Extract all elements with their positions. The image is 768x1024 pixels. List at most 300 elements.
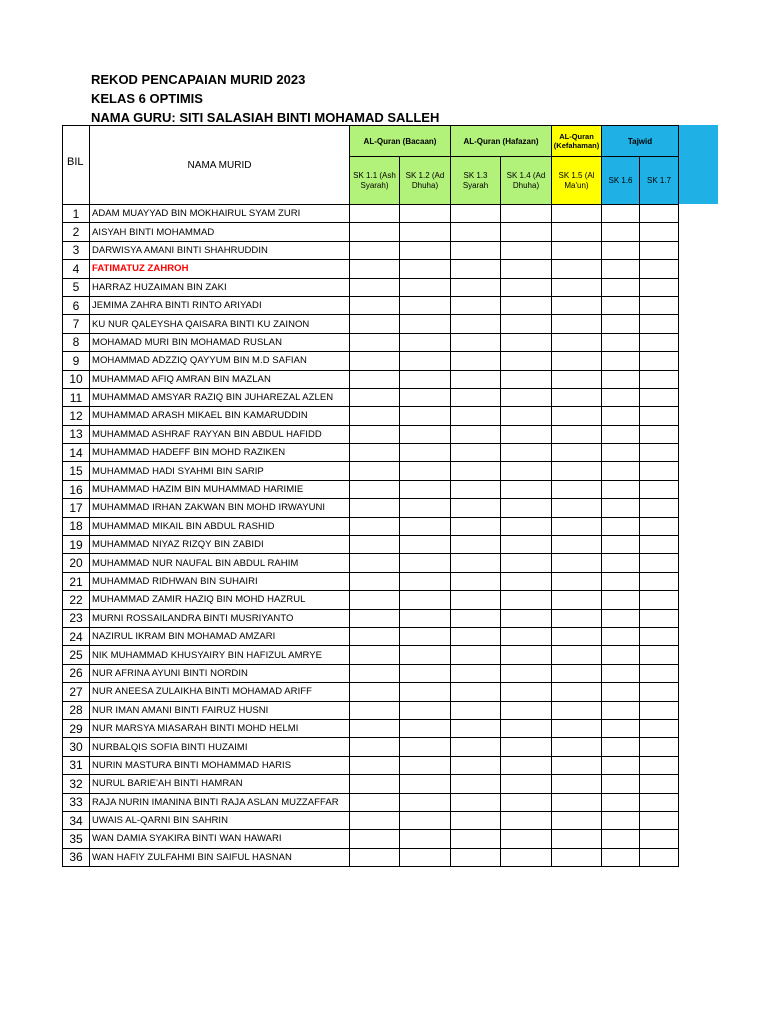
score-cell[interactable] [602,278,640,296]
score-cell[interactable] [451,205,501,223]
student-name: NUR AFRINA AYUNI BINTI NORDIN [90,664,350,682]
score-cell[interactable] [350,811,400,829]
score-cell[interactable] [640,499,679,517]
table-row [63,205,679,223]
score-cell[interactable] [501,627,552,645]
score-cell[interactable] [400,554,451,572]
score-cell[interactable] [602,296,640,314]
score-cell[interactable] [640,223,679,241]
score-cell[interactable] [640,480,679,498]
score-cell[interactable] [400,646,451,664]
score-cell[interactable] [400,444,451,462]
score-cell[interactable] [451,333,501,351]
student-name: MUHAMMAD HADI SYAHMI BIN SARIP [90,462,350,480]
score-cell[interactable] [350,296,400,314]
score-cell[interactable] [400,296,451,314]
score-cell[interactable] [640,848,679,866]
score-cell[interactable] [602,646,640,664]
score-cell[interactable] [640,425,679,443]
score-cell[interactable] [400,664,451,682]
score-cell[interactable] [350,223,400,241]
score-cell[interactable] [501,444,552,462]
score-cell[interactable] [501,664,552,682]
score-cell[interactable] [350,388,400,406]
score-cell[interactable] [640,388,679,406]
class-name: KELAS 6 OPTIMIS [91,91,203,106]
score-cell[interactable] [501,278,552,296]
score-cell[interactable] [350,480,400,498]
score-cell[interactable] [602,756,640,774]
score-cell[interactable] [451,811,501,829]
score-cell[interactable] [400,775,451,793]
score-cell[interactable] [451,462,501,480]
score-cell[interactable] [552,370,602,388]
table-row [63,627,679,645]
row-number: 33 [63,793,90,811]
student-name: KU NUR QALEYSHA QAISARA BINTI KU ZAINON [90,315,350,333]
score-cell[interactable] [640,775,679,793]
score-cell[interactable] [400,609,451,627]
score-cell[interactable] [451,664,501,682]
score-cell[interactable] [501,352,552,370]
score-cell[interactable] [400,388,451,406]
score-cell[interactable] [400,480,451,498]
score-cell[interactable] [552,517,602,535]
score-cell[interactable] [501,223,552,241]
score-cell[interactable] [640,278,679,296]
row-number: 2 [63,223,90,241]
score-cell[interactable] [400,425,451,443]
score-cell[interactable] [451,241,501,259]
score-cell[interactable] [640,572,679,590]
score-cell[interactable] [602,388,640,406]
score-cell[interactable] [350,333,400,351]
score-cell[interactable] [640,462,679,480]
score-cell[interactable] [451,848,501,866]
score-cell[interactable] [501,701,552,719]
table-row [63,260,679,278]
score-cell[interactable] [451,425,501,443]
student-name: MUHAMMAD MIKAIL BIN ABDUL RASHID [90,517,350,535]
score-cell[interactable] [400,241,451,259]
sk-1-4-header: SK 1.4 (Ad Dhuha) [501,157,552,205]
score-cell[interactable] [640,793,679,811]
score-cell[interactable] [400,223,451,241]
score-cell[interactable] [400,627,451,645]
student-name: NAZIRUL IKRAM BIN MOHAMAD AMZARI [90,627,350,645]
score-cell[interactable] [400,719,451,737]
score-cell[interactable] [552,664,602,682]
student-name: JEMIMA ZAHRA BINTI RINTO ARIYADI [90,296,350,314]
score-cell[interactable] [602,701,640,719]
score-cell[interactable] [552,572,602,590]
score-cell[interactable] [552,352,602,370]
score-cell[interactable] [602,425,640,443]
score-cell[interactable] [501,811,552,829]
score-cell[interactable] [350,315,400,333]
score-cell[interactable] [640,315,679,333]
score-cell[interactable] [350,627,400,645]
student-name: WAN HAFIY ZULFAHMI BIN SAIFUL HASNAN [90,848,350,866]
score-cell[interactable] [451,646,501,664]
score-cell[interactable] [400,407,451,425]
score-cell[interactable] [451,444,501,462]
score-cell[interactable] [501,480,552,498]
row-number: 20 [63,554,90,572]
score-cell[interactable] [451,756,501,774]
score-cell[interactable] [350,719,400,737]
score-cell[interactable] [400,462,451,480]
score-cell[interactable] [451,260,501,278]
score-cell[interactable] [602,811,640,829]
score-cell[interactable] [451,499,501,517]
score-cell[interactable] [501,296,552,314]
score-cell[interactable] [552,756,602,774]
score-cell[interactable] [501,407,552,425]
score-cell[interactable] [451,480,501,498]
score-cell[interactable] [400,793,451,811]
score-cell[interactable] [400,260,451,278]
score-cell[interactable] [602,683,640,701]
score-cell[interactable] [400,738,451,756]
score-cell[interactable] [552,793,602,811]
score-cell[interactable] [640,738,679,756]
score-cell[interactable] [451,793,501,811]
score-cell[interactable] [552,683,602,701]
table-row [63,241,679,259]
score-cell[interactable] [640,830,679,848]
score-cell[interactable] [451,370,501,388]
table-row [63,811,679,829]
score-cell[interactable] [640,370,679,388]
score-cell[interactable] [451,683,501,701]
score-cell[interactable] [400,370,451,388]
score-cell[interactable] [501,536,552,554]
score-cell[interactable] [451,388,501,406]
score-cell[interactable] [501,738,552,756]
student-name: NUR ANEESA ZULAIKHA BINTI MOHAMAD ARIFF [90,683,350,701]
group-bacaan-header: AL-Quran (Bacaan) [350,126,451,157]
score-cell[interactable] [501,517,552,535]
score-cell[interactable] [552,646,602,664]
score-cell[interactable] [451,517,501,535]
score-cell[interactable] [501,572,552,590]
score-cell[interactable] [640,205,679,223]
score-cell[interactable] [400,811,451,829]
student-name: ADAM MUAYYAD BIN MOKHAIRUL SYAM ZURI [90,205,350,223]
nama-murid-header: NAMA MURID [90,126,350,205]
student-name: MUHAMMAD HAZIM BIN MUHAMMAD HARIMIE [90,480,350,498]
row-number: 5 [63,278,90,296]
score-cell[interactable] [602,205,640,223]
score-cell[interactable] [501,591,552,609]
score-cell[interactable] [400,517,451,535]
row-number: 30 [63,738,90,756]
row-number: 3 [63,241,90,259]
score-cell[interactable] [602,609,640,627]
row-number: 15 [63,462,90,480]
score-cell[interactable] [400,848,451,866]
student-name: AISYAH BINTI MOHAMMAD [90,223,350,241]
score-cell[interactable] [640,352,679,370]
score-cell[interactable] [602,370,640,388]
score-cell[interactable] [640,296,679,314]
score-cell[interactable] [640,683,679,701]
score-cell[interactable] [552,811,602,829]
score-cell[interactable] [602,572,640,590]
table-row [63,848,679,866]
score-cell[interactable] [400,572,451,590]
score-cell[interactable] [451,719,501,737]
score-cell[interactable] [451,701,501,719]
student-name: MUHAMMAD NUR NAUFAL BIN ABDUL RAHIM [90,554,350,572]
score-cell[interactable] [602,480,640,498]
score-cell[interactable] [400,333,451,351]
score-cell[interactable] [552,425,602,443]
score-cell[interactable] [451,278,501,296]
score-cell[interactable] [350,260,400,278]
row-number: 1 [63,205,90,223]
score-cell[interactable] [602,627,640,645]
score-cell[interactable] [350,591,400,609]
score-cell[interactable] [602,719,640,737]
score-cell[interactable] [602,333,640,351]
score-cell[interactable] [602,241,640,259]
score-cell[interactable] [552,407,602,425]
score-cell[interactable] [451,315,501,333]
score-cell[interactable] [350,793,400,811]
score-cell[interactable] [552,738,602,756]
score-cell[interactable] [350,830,400,848]
score-cell[interactable] [602,664,640,682]
score-cell[interactable] [602,738,640,756]
score-cell[interactable] [451,738,501,756]
score-cell[interactable] [640,444,679,462]
score-cell[interactable] [640,260,679,278]
score-cell[interactable] [552,260,602,278]
score-cell[interactable] [350,425,400,443]
score-cell[interactable] [602,260,640,278]
score-cell[interactable] [501,388,552,406]
score-cell[interactable] [602,499,640,517]
score-cell[interactable] [640,756,679,774]
score-cell[interactable] [400,278,451,296]
score-cell[interactable] [350,554,400,572]
score-cell[interactable] [501,333,552,351]
score-cell[interactable] [350,848,400,866]
score-cell[interactable] [350,572,400,590]
score-cell[interactable] [451,627,501,645]
score-cell[interactable] [552,480,602,498]
score-cell[interactable] [602,223,640,241]
score-cell[interactable] [552,278,602,296]
score-cell[interactable] [501,830,552,848]
score-cell[interactable] [640,554,679,572]
score-cell[interactable] [451,223,501,241]
score-cell[interactable] [640,333,679,351]
score-cell[interactable] [451,407,501,425]
score-cell[interactable] [552,830,602,848]
score-cell[interactable] [552,205,602,223]
score-cell[interactable] [350,646,400,664]
score-cell[interactable] [350,609,400,627]
score-cell[interactable] [552,719,602,737]
score-cell[interactable] [552,848,602,866]
score-cell[interactable] [552,627,602,645]
score-cell[interactable] [501,260,552,278]
score-cell[interactable] [602,848,640,866]
score-cell[interactable] [552,388,602,406]
score-cell[interactable] [640,536,679,554]
score-cell[interactable] [350,756,400,774]
score-cell[interactable] [501,205,552,223]
score-cell[interactable] [501,719,552,737]
score-cell[interactable] [501,425,552,443]
score-cell[interactable] [400,591,451,609]
score-cell[interactable] [350,241,400,259]
score-cell[interactable] [400,536,451,554]
score-cell[interactable] [552,315,602,333]
bil-header: BIL [63,126,90,205]
score-cell[interactable] [602,830,640,848]
score-cell[interactable] [602,793,640,811]
row-number: 31 [63,756,90,774]
score-cell[interactable] [501,554,552,572]
score-cell[interactable] [501,793,552,811]
score-cell[interactable] [451,609,501,627]
score-cell[interactable] [552,333,602,351]
score-cell[interactable] [400,830,451,848]
table-row [63,296,679,314]
score-cell[interactable] [451,296,501,314]
score-cell[interactable] [552,591,602,609]
score-cell[interactable] [602,407,640,425]
score-cell[interactable] [501,462,552,480]
score-cell[interactable] [400,499,451,517]
score-cell[interactable] [552,701,602,719]
score-cell[interactable] [350,683,400,701]
table-row [63,775,679,793]
score-cell[interactable] [350,701,400,719]
table-row [63,315,679,333]
score-cell[interactable] [451,554,501,572]
score-cell[interactable] [350,462,400,480]
student-name: MUHAMMAD ARASH MIKAEL BIN KAMARUDDIN [90,407,350,425]
student-name: HARRAZ HUZAIMAN BIN ZAKI [90,278,350,296]
score-cell[interactable] [552,499,602,517]
score-cell[interactable] [501,848,552,866]
score-cell[interactable] [552,223,602,241]
score-cell[interactable] [640,407,679,425]
score-cell[interactable] [602,517,640,535]
score-cell[interactable] [501,370,552,388]
sk-1-5-header: SK 1.5 (Al Ma'un) [552,157,602,205]
score-cell[interactable] [640,241,679,259]
score-cell[interactable] [640,517,679,535]
score-cell[interactable] [350,499,400,517]
score-cell[interactable] [640,701,679,719]
row-number: 22 [63,591,90,609]
score-cell[interactable] [350,370,400,388]
score-cell[interactable] [350,738,400,756]
teacher-name: NAMA GURU: SITI SALASIAH BINTI MOHAMAD SALLEH [91,110,440,125]
score-cell[interactable] [501,241,552,259]
score-cell[interactable] [640,664,679,682]
student-name: MUHAMMAD ZAMIR HAZIQ BIN MOHD HAZRUL [90,591,350,609]
score-cell[interactable] [400,315,451,333]
score-cell[interactable] [552,462,602,480]
row-number: 24 [63,627,90,645]
score-cell[interactable] [640,591,679,609]
score-cell[interactable] [350,664,400,682]
score-cell[interactable] [640,811,679,829]
score-cell[interactable] [640,719,679,737]
score-cell[interactable] [552,775,602,793]
score-cell[interactable] [451,352,501,370]
score-cell[interactable] [602,554,640,572]
score-cell[interactable] [350,775,400,793]
score-cell[interactable] [501,683,552,701]
score-cell[interactable] [400,756,451,774]
score-cell[interactable] [501,775,552,793]
score-cell[interactable] [400,701,451,719]
score-cell[interactable] [501,499,552,517]
score-cell[interactable] [552,444,602,462]
score-cell[interactable] [400,683,451,701]
score-cell[interactable] [501,315,552,333]
score-cell[interactable] [640,627,679,645]
score-cell[interactable] [640,609,679,627]
row-number: 21 [63,572,90,590]
score-cell[interactable] [602,315,640,333]
score-cell[interactable] [501,646,552,664]
score-cell[interactable] [350,444,400,462]
score-cell[interactable] [552,536,602,554]
table-row [63,536,679,554]
score-cell[interactable] [602,462,640,480]
table-row [63,425,679,443]
score-cell[interactable] [640,646,679,664]
score-cell[interactable] [552,296,602,314]
score-cell[interactable] [350,205,400,223]
score-cell[interactable] [552,554,602,572]
score-cell[interactable] [602,775,640,793]
score-cell[interactable] [350,517,400,535]
score-cell[interactable] [350,407,400,425]
score-cell[interactable] [350,352,400,370]
score-cell[interactable] [400,352,451,370]
score-cell[interactable] [451,775,501,793]
score-cell[interactable] [451,591,501,609]
sk-1-1-header: SK 1.1 (Ash Syarah) [350,157,400,205]
score-cell[interactable] [602,591,640,609]
score-cell[interactable] [602,536,640,554]
score-cell[interactable] [602,444,640,462]
score-cell[interactable] [451,536,501,554]
score-cell[interactable] [552,241,602,259]
score-cell[interactable] [350,278,400,296]
score-cell[interactable] [451,830,501,848]
score-cell[interactable] [400,205,451,223]
score-cell[interactable] [350,536,400,554]
score-cell[interactable] [501,756,552,774]
row-number: 17 [63,499,90,517]
score-cell[interactable] [602,352,640,370]
table-row [63,591,679,609]
score-cell[interactable] [552,609,602,627]
score-cell[interactable] [451,572,501,590]
score-cell[interactable] [501,609,552,627]
